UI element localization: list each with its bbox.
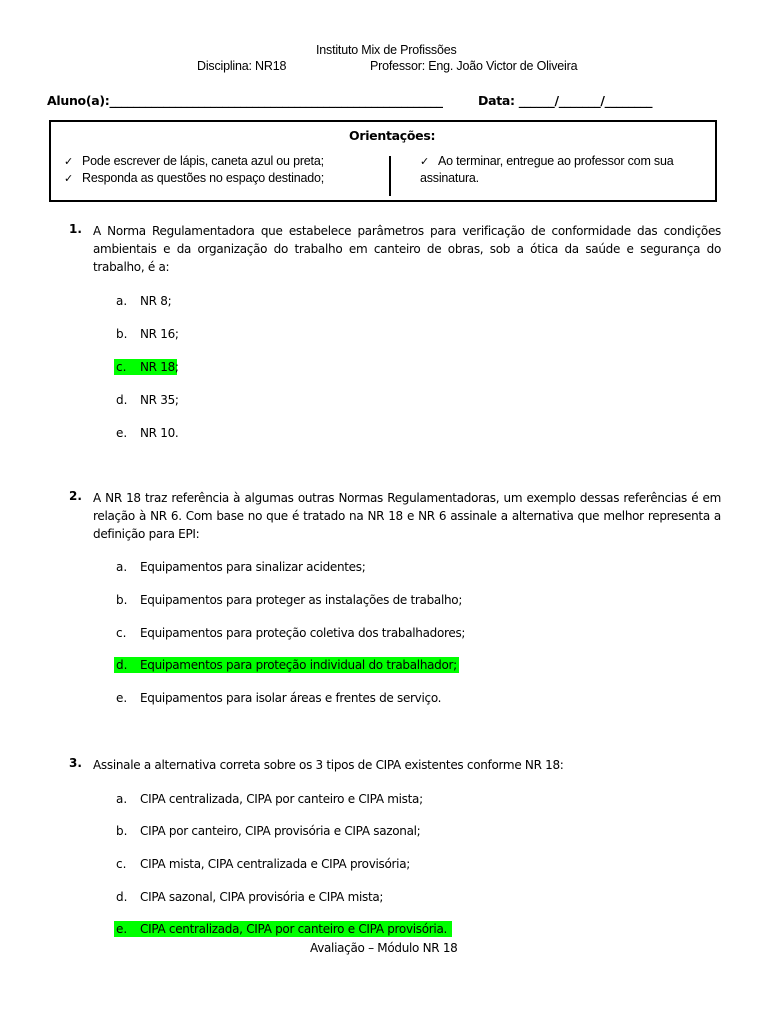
option-text-selected[interactable]: Equipamentos para proteção individual do trabalhador; [140, 658, 457, 672]
check-icon: ✓ [64, 172, 74, 185]
orientation-item-2: ✓ Responda as questões no espaço destinado; [64, 171, 324, 185]
question-number: 2. [69, 489, 82, 503]
option-text[interactable]: NR 10. [140, 426, 179, 440]
option-letter[interactable]: a. [116, 792, 128, 806]
option-text[interactable]: CIPA mista, CIPA centralizada e CIPA provisória; [140, 857, 410, 871]
professor-label: Professor: Eng. João Victor de Oliveira [370, 59, 578, 73]
option-letter[interactable]: c. [116, 857, 127, 871]
option-letter-selected[interactable]: c. [116, 360, 127, 374]
check-icon: ✓ [420, 155, 430, 168]
option-text[interactable]: Equipamentos para isolar áreas e frentes de serviço. [140, 691, 442, 705]
option-letter[interactable]: e. [116, 691, 128, 705]
orientation-item-3-cont: assinatura. [420, 171, 479, 185]
option-letter[interactable]: d. [116, 890, 128, 904]
option-letter[interactable]: a. [116, 560, 128, 574]
option-letter[interactable]: a. [116, 294, 128, 308]
orientations-divider [389, 156, 391, 196]
check-icon: ✓ [64, 155, 74, 168]
option-letter[interactable]: e. [116, 426, 128, 440]
option-text[interactable]: CIPA centralizada, CIPA por canteiro e CIPA mista; [140, 792, 423, 806]
option-letter-selected[interactable]: d. [116, 658, 128, 672]
option-letter[interactable]: d. [116, 393, 128, 407]
option-letter[interactable]: b. [116, 824, 128, 838]
question-text: A Norma Regulamentadora que estabelece parâmetros para verificação de conformidade das condições ambientais e da organização do trabalho em canteiro de obras, sob a ótica da saúde e segurança do trabalho, é a: [93, 224, 721, 274]
question-number: 3. [69, 756, 82, 770]
option-letter[interactable]: b. [116, 327, 128, 341]
question-text: A NR 18 traz referência à algumas outras Normas Regulamentadoras, um exemplo dessas referências é em relação à NR 6. Com base no que é tratado na NR 18 e NR 6 assinale a alternativa que melhor representa a definição para EPI: [93, 491, 721, 541]
option-text[interactable]: Equipamentos para proteger as instalações de trabalho; [140, 593, 463, 607]
question-number: 1. [69, 222, 82, 236]
institute-name: Instituto Mix de Profissões [316, 43, 457, 57]
option-letter[interactable]: c. [116, 626, 127, 640]
page-footer: Avaliação – Módulo NR 18 [310, 941, 458, 955]
orientation-item-3: ✓ Ao terminar, entregue ao professor com sua [420, 154, 674, 168]
orientation-item-1: ✓ Pode escrever de lápis, caneta azul ou preta; [64, 154, 324, 168]
option-text[interactable]: Equipamentos para proteção coletiva dos trabalhadores; [140, 626, 466, 640]
student-name-line[interactable]: Aluno(a):________________________________________________________ [47, 93, 443, 108]
option-text[interactable]: NR 16; [140, 327, 179, 341]
discipline-label: Disciplina: NR18 [197, 59, 287, 73]
option-letter[interactable]: b. [116, 593, 128, 607]
option-text[interactable]: CIPA por canteiro, CIPA provisória e CIPA sazonal; [140, 824, 421, 838]
option-text[interactable]: Equipamentos para sinalizar acidentes; [140, 560, 366, 574]
orientations-box [49, 120, 717, 202]
option-text-selected[interactable]: CIPA centralizada, CIPA por canteiro e CIPA provisória. [140, 922, 448, 936]
orientations-title: Orientações: [349, 128, 436, 143]
option-text-selected[interactable]: NR 18; [140, 360, 179, 374]
option-text[interactable]: CIPA sazonal, CIPA provisória e CIPA mista; [140, 890, 384, 904]
option-text[interactable]: NR 8; [140, 294, 172, 308]
option-letter-selected[interactable]: e. [116, 922, 128, 936]
option-text[interactable]: NR 35; [140, 393, 179, 407]
date-line[interactable]: Data: ______/_______/________ [478, 93, 653, 108]
question-text: Assinale a alternativa correta sobre os 3 tipos de CIPA existentes conforme NR 18: [93, 758, 564, 772]
